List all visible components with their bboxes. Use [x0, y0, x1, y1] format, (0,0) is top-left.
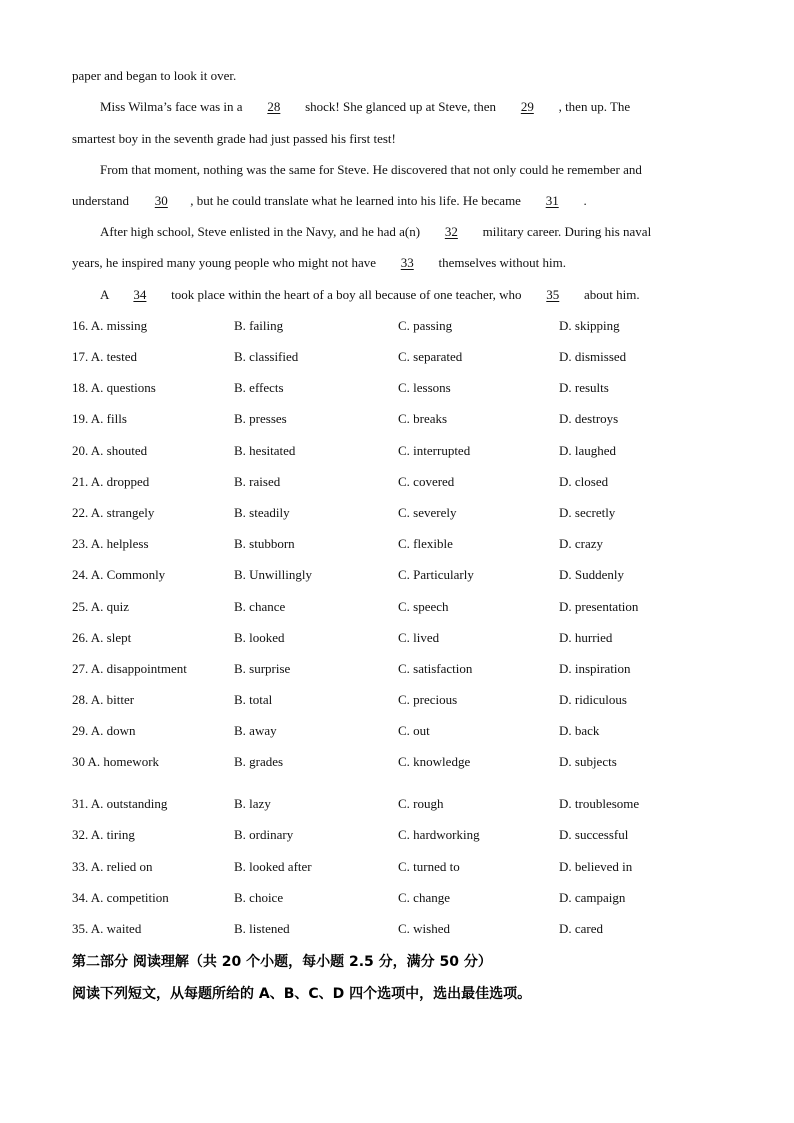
option-b: B. ordinary — [234, 827, 294, 842]
passage-text: Miss Wilma’s face was in a — [100, 99, 246, 114]
option-a: 35. A. waited — [72, 921, 142, 936]
blank-32: 32 — [444, 224, 458, 239]
option-row — [0, 349, 794, 369]
option-d: D. secretly — [559, 505, 616, 520]
option-b: B. classified — [234, 349, 299, 364]
option-a: 29. A. down — [72, 723, 136, 738]
option-b: B. away — [234, 723, 277, 738]
option-b: B. raised — [234, 474, 281, 489]
option-a: 25. A. quiz — [72, 599, 130, 614]
option-a: 32. A. tiring — [72, 827, 135, 842]
option-row — [0, 505, 794, 525]
option-row — [0, 796, 794, 816]
option-b: B. steadily — [234, 505, 290, 520]
passage-text: From that moment, nothing was the same for Steve. He discovered that not only could he remember and — [100, 162, 642, 177]
passage-text: about him. — [580, 287, 640, 302]
option-b: B. choice — [234, 890, 284, 905]
option-b: B. stubborn — [234, 536, 295, 551]
option-d: D. believed in — [559, 859, 633, 874]
option-b: B. Unwillingly — [234, 567, 313, 582]
option-a: 22. A. strangely — [72, 505, 155, 520]
passage-text: A — [100, 287, 112, 302]
option-d: D. subjects — [559, 754, 617, 769]
blank-28: 28 — [267, 99, 281, 114]
passage-line-2 — [100, 99, 630, 115]
option-row — [0, 411, 794, 431]
option-d: D. crazy — [559, 536, 604, 551]
passage-text: years, he inspired many young people who might not have — [72, 255, 380, 270]
option-b: B. lazy — [234, 796, 271, 811]
passage-line-5 — [72, 193, 587, 209]
option-row — [0, 567, 794, 587]
option-row — [0, 827, 794, 847]
option-a: 26. A. slept — [72, 630, 132, 645]
passage-line-1 — [72, 68, 236, 84]
option-a: 16. A. missing — [72, 318, 148, 333]
option-b: B. looked after — [234, 859, 312, 874]
passage-text: took place within the heart of a boy all because of one teacher, who — [167, 287, 525, 302]
passage-line-8 — [100, 287, 640, 303]
option-b: B. listened — [234, 921, 290, 936]
option-c: C. breaks — [398, 411, 448, 426]
option-row — [0, 318, 794, 338]
option-row — [0, 859, 794, 879]
option-b: B. total — [234, 692, 273, 707]
option-c: C. out — [398, 723, 430, 738]
option-a: 28. A. bitter — [72, 692, 135, 707]
option-b: B. presses — [234, 411, 287, 426]
option-d: D. successful — [559, 827, 629, 842]
option-row — [0, 921, 794, 941]
option-d: D. presentation — [559, 599, 639, 614]
passage-text: , then up. The — [555, 99, 631, 114]
option-b: B. effects — [234, 380, 284, 395]
option-c: C. passing — [398, 318, 453, 333]
section-title: 第二部分 阅读理解（共 20 个小题，每小题 2.5 分，满分 50 分） — [72, 954, 492, 970]
option-a: 19. A. fills — [72, 411, 127, 426]
option-a: 18. A. questions — [72, 380, 156, 395]
option-c: C. satisfaction — [398, 661, 473, 676]
passage-text: . — [580, 193, 587, 208]
option-d: D. back — [559, 723, 600, 738]
option-row — [0, 754, 794, 774]
blank-35: 35 — [546, 287, 560, 302]
option-row — [0, 661, 794, 681]
option-d: D. hurried — [559, 630, 613, 645]
option-d: D. results — [559, 380, 609, 395]
passage-text: After high school, Steve enlisted in the Navy, and he had a(n) — [100, 224, 424, 239]
option-c: C. lived — [398, 630, 440, 645]
option-c: C. rough — [398, 796, 444, 811]
passage-text: paper and began to look it over. — [72, 68, 237, 83]
passage-line-7 — [72, 255, 566, 271]
option-row — [0, 692, 794, 712]
option-a: 27. A. disappointment — [72, 661, 187, 676]
option-a: 30 A. homework — [72, 754, 160, 769]
option-d: D. cared — [559, 921, 604, 936]
option-b: B. grades — [234, 754, 284, 769]
option-b: B. chance — [234, 599, 286, 614]
blank-31: 31 — [545, 193, 559, 208]
option-d: D. ridiculous — [559, 692, 627, 707]
option-c: C. turned to — [398, 859, 460, 874]
option-a: 33. A. relied on — [72, 859, 153, 874]
option-row — [0, 380, 794, 400]
option-a: 34. A. competition — [72, 890, 169, 905]
passage-text: , but he could translate what he learned into his life. He became — [190, 193, 525, 208]
passage-text: smartest boy in the seventh grade had just passed his first test! — [72, 131, 396, 146]
option-a: 31. A. outstanding — [72, 796, 168, 811]
option-d: D. skipping — [559, 318, 620, 333]
passage-text: shock! She glanced up at Steve, then — [301, 99, 500, 114]
option-c: C. covered — [398, 474, 455, 489]
option-a: 23. A. helpless — [72, 536, 149, 551]
option-row — [0, 599, 794, 619]
option-c: C. lessons — [398, 380, 451, 395]
option-row — [0, 890, 794, 910]
option-c: C. precious — [398, 692, 458, 707]
option-c: C. speech — [398, 599, 449, 614]
blank-30: 30 — [154, 193, 168, 208]
option-a: 21. A. dropped — [72, 474, 150, 489]
passage-line-3 — [72, 131, 396, 147]
option-d: D. campaign — [559, 890, 626, 905]
option-row — [0, 474, 794, 494]
blank-29: 29 — [520, 99, 534, 114]
option-b: B. surprise — [234, 661, 291, 676]
option-c: C. wished — [398, 921, 450, 936]
option-c: C. separated — [398, 349, 463, 364]
option-d: D. inspiration — [559, 661, 631, 676]
option-d: D. Suddenly — [559, 567, 624, 582]
option-a: 24. A. Commonly — [72, 567, 166, 582]
option-row — [0, 443, 794, 463]
blank-33: 33 — [400, 255, 414, 270]
passage-text: military career. During his naval — [479, 224, 652, 239]
option-row — [0, 723, 794, 743]
option-b: B. hesitated — [234, 443, 296, 458]
option-d: D. dismissed — [559, 349, 627, 364]
option-a: 20. A. shouted — [72, 443, 148, 458]
option-c: C. change — [398, 890, 450, 905]
option-row — [0, 630, 794, 650]
passage-text: understand — [72, 193, 133, 208]
option-c: C. Particularly — [398, 567, 474, 582]
option-c: C. knowledge — [398, 754, 471, 769]
option-c: C. severely — [398, 505, 457, 520]
option-d: D. closed — [559, 474, 609, 489]
option-c: C. flexible — [398, 536, 453, 551]
blank-34: 34 — [133, 287, 147, 302]
option-c: C. hardworking — [398, 827, 480, 842]
passage-line-6 — [100, 224, 651, 240]
option-b: B. failing — [234, 318, 284, 333]
option-d: D. troublesome — [559, 796, 640, 811]
passage-text: themselves without him. — [435, 255, 566, 270]
passage-line-4 — [100, 162, 642, 178]
option-d: D. laughed — [559, 443, 617, 458]
section-instruction: 阅读下列短文，从每题所给的 A、B、C、D 四个选项中，选出最佳选项。 — [72, 986, 532, 1002]
option-b: B. looked — [234, 630, 285, 645]
option-c: C. interrupted — [398, 443, 471, 458]
option-row — [0, 536, 794, 556]
option-d: D. destroys — [559, 411, 619, 426]
option-a: 17. A. tested — [72, 349, 137, 364]
